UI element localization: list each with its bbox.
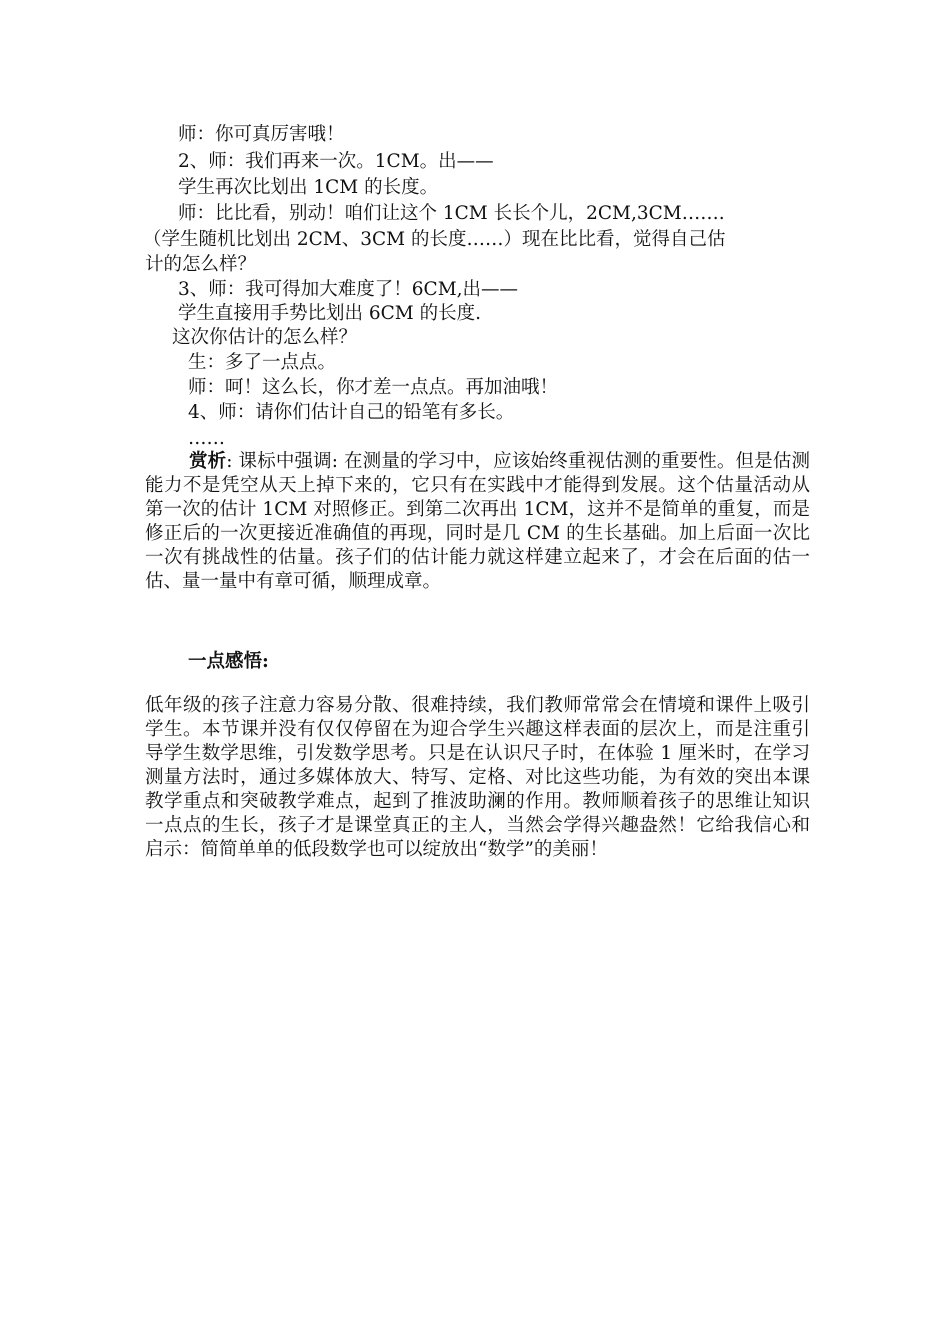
dialogue-line: 2、师：我们再来一次。1CM。出—— <box>178 151 494 172</box>
analysis-label: 赏析 <box>189 451 227 472</box>
dialogue-line: 4、师：请你们估计自己的铅笔有多长。 <box>188 402 515 423</box>
dialogue-line: 生：多了一点点。 <box>188 352 337 373</box>
dialogue-line: 学生直接用手势比划出 6CM 的长度. <box>178 303 482 324</box>
dialogue-line: （学生随机比划出 2CM、3CM 的长度……）现在比比看，觉得自己估 <box>143 229 726 250</box>
dialogue-line: 师：呵！这么长，你才差一点点。再加油哦！ <box>188 377 559 398</box>
reflection-heading: 一点感悟: <box>188 651 269 672</box>
dialogue-line: 计的怎么样？ <box>145 254 257 275</box>
analysis-paragraph <box>145 450 810 594</box>
analysis-text: : 课标中强调: 在测量的学习中，应该始终重视估测的重要性。但是估测能力不是凭空从天上掉下来的，它只有在实践中才能得到发展。这个估量活动从第一次的估计 1CM 对照修正。到第二次再出 1CM，这并不是简单的重复，而是修正后的一次更接近准确值的再现，同时是几 CM 的生长基础。加上后面一次比一次有挑战性的估量。孩子们的估计能力就这样建立起来了，才会在后面的估一估、量一量中有章可循，顺理成章。 <box>145 451 810 592</box>
reflection-paragraph: 低年级的孩子注意力容易分散、很难持续，我们教师常常会在情境和课件上吸引学生。本节课并没有仅仅停留在为迎合学生兴趣这样表面的层次上，而是注重引导学生数学思维，引发数学思考。只是在认识尺子时，在体验 1 厘米时，在学习测量方法时，通过多媒体放大、特写、定格、对比这些功能，为有效的突出本课教学重点和突破教学难点，起到了推波助澜的作用。教师顺着孩子的思维让知识一点点的生长，孩子才是课堂真正的主人，当然会学得兴趣盎然！它给我信心和启示：简简单单的低段数学也可以绽放出“数学”的美丽！ <box>145 695 810 860</box>
dialogue-line: 师：你可真厉害哦！ <box>178 124 345 145</box>
ellipsis: …… <box>188 428 225 449</box>
dialogue-line: 学生再次比划出 1CM 的长度。 <box>178 177 439 198</box>
dialogue-line: 师：比比看，别动！咱们让这个 1CM 长长个儿，2CM,3CM……. <box>178 203 725 224</box>
dialogue-line: 3、师：我可得加大难度了！6CM,出—— <box>178 279 519 300</box>
dialogue-line: 这次你估计的怎么样？ <box>172 327 358 348</box>
